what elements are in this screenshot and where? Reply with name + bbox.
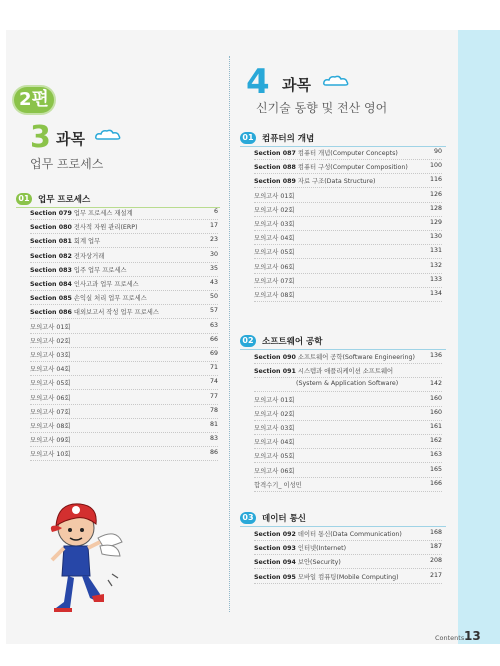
toc-entry-text	[254, 439, 294, 446]
section-code: Section 091	[254, 368, 296, 376]
page-number: 13	[464, 629, 481, 643]
toc-section-row	[30, 222, 218, 236]
entry-title: 인사고과 업무 프로세스	[73, 281, 139, 288]
dotted-leader	[254, 583, 442, 584]
dotted-leader	[30, 446, 218, 447]
toc-section-row	[30, 279, 218, 293]
side-strip	[458, 30, 500, 644]
entry-title: 모의고사 01회	[254, 396, 295, 404]
entry-title: 모의고사 08회	[30, 423, 71, 430]
section-rule	[240, 146, 446, 147]
toc-entry-text	[254, 178, 375, 185]
page-ref: 90	[433, 148, 442, 155]
page-ref: 136	[429, 352, 442, 359]
toc-entry-text	[30, 366, 70, 373]
page-ref: 163	[429, 451, 442, 459]
dotted-leader	[254, 173, 442, 174]
subject-number-3: 3	[30, 120, 51, 155]
page-ref: 129	[429, 219, 442, 226]
toc-section-row	[254, 162, 442, 176]
section-code: Section 095	[254, 573, 296, 581]
subject-title-right: 신기술 동향 및 전산 영어	[256, 101, 388, 115]
entry-title: 인터넷(Internet)	[297, 545, 347, 553]
dotted-leader	[254, 420, 442, 421]
entry-title: 모의고사 02회	[30, 337, 71, 345]
toc-entry-text	[254, 574, 399, 581]
section-code: Section 092	[254, 531, 296, 538]
entry-title: 모의고사 06회	[254, 467, 295, 475]
dotted-leader	[30, 262, 218, 263]
entry-title: 모의고사 01회	[30, 323, 71, 331]
page-ref: 131	[429, 247, 442, 255]
page-ref: 166	[429, 479, 442, 487]
entry-title: 모의고사 05회	[254, 453, 295, 461]
toc-row	[30, 407, 218, 421]
toc-right-03	[254, 529, 442, 593]
dotted-leader	[254, 434, 442, 435]
dotted-leader	[254, 363, 442, 364]
footer-label: Contents	[435, 634, 465, 642]
entry-title: 모의고사 03회	[254, 221, 295, 228]
part-badge: 2편	[14, 87, 54, 113]
toc-entry-text	[254, 482, 302, 489]
section-header-r03	[240, 512, 306, 524]
toc-row	[254, 262, 442, 276]
dotted-leader	[254, 202, 442, 203]
toc-entry-text	[254, 453, 294, 460]
toc-row	[254, 380, 442, 394]
toc-row	[254, 409, 442, 423]
entry-title: 모의고사 06회	[30, 394, 71, 402]
toc-entry-text	[254, 468, 294, 475]
entry-title: 컴퓨터 개념(Computer Concepts)	[297, 150, 398, 157]
dotted-leader	[30, 347, 218, 348]
entry-title: 모의고사 02회	[254, 410, 295, 418]
page-ref: 69	[209, 350, 218, 357]
dotted-leader	[30, 361, 218, 362]
dotted-leader	[30, 318, 218, 319]
toc-entry-text	[30, 451, 70, 458]
entry-title: 모의고사 10회	[30, 451, 71, 459]
section-title: 컴퓨터의 개념	[262, 134, 315, 144]
entry-title: 데이터 통신(Data Communication)	[297, 531, 402, 538]
toc-row	[254, 247, 442, 261]
dotted-leader	[254, 391, 442, 392]
toc-entry-text	[30, 380, 70, 387]
dotted-leader	[30, 460, 218, 461]
toc-row	[30, 449, 218, 463]
section-rule	[240, 349, 446, 350]
section-code: Section 084	[30, 281, 72, 288]
entry-title: 모바일 컴퓨팅(Mobile Computing)	[297, 573, 399, 581]
toc-entry-text	[30, 409, 70, 416]
toc-entry-text	[30, 224, 138, 231]
entry-title: 전사적 자원 관리(ERP)	[73, 224, 138, 232]
page-ref: 130	[429, 233, 442, 241]
page-ref: 57	[209, 307, 218, 315]
dotted-leader	[30, 333, 218, 334]
section-header-01	[16, 193, 90, 205]
dotted-leader	[254, 377, 442, 378]
dotted-leader	[254, 554, 442, 555]
section-code: Section 083	[30, 266, 72, 274]
section-code: Section 081	[30, 238, 72, 246]
section-title: 업무 프로세스	[38, 195, 91, 205]
column-divider	[229, 56, 230, 612]
page-ref: 116	[429, 176, 442, 184]
dotted-leader	[254, 187, 442, 188]
toc-section-row	[254, 176, 442, 190]
entry-title: 컴퓨터 구성(Computer Composition)	[297, 164, 408, 172]
toc-entry-text	[254, 380, 398, 387]
entry-title: 손익실 처리 업무 프로세스	[73, 295, 147, 303]
page-ref: 208	[429, 557, 442, 565]
page-ref: 77	[209, 392, 218, 400]
subject-label: 과목	[56, 130, 85, 148]
section-rule	[240, 526, 446, 527]
page-ref: 17	[209, 222, 218, 230]
toc-section-row	[30, 265, 218, 279]
toc-section-row	[30, 293, 218, 307]
mascot-illustration	[46, 498, 126, 618]
page-ref: 133	[429, 275, 442, 283]
dotted-leader	[254, 491, 442, 492]
entry-title: 입주 업무 프로세스	[73, 266, 127, 274]
entry-title: 소프트웨어 공학(Software Engineering)	[297, 354, 415, 361]
section-code: Section 093	[254, 545, 296, 553]
toc-row	[254, 191, 442, 205]
toc-row	[254, 451, 442, 465]
toc-entry-text	[30, 210, 133, 217]
toc-entry-text	[254, 368, 393, 375]
section-title: 데이터 통신	[262, 514, 307, 524]
entry-title: 모의고사 04회	[254, 439, 295, 447]
toc-entry-text	[254, 164, 408, 171]
toc-entry-text	[30, 324, 70, 331]
subject-title: 업무 프로세스	[30, 157, 104, 171]
toc-row	[254, 205, 442, 219]
toc-entry-text	[254, 397, 294, 404]
page-ref: 187	[429, 543, 442, 551]
section-code: Section 090	[254, 354, 296, 361]
entry-title: 모의고사 05회	[254, 249, 295, 257]
toc-entry-text	[254, 559, 341, 566]
toc-row	[254, 219, 442, 233]
dotted-leader	[254, 230, 442, 231]
page-ref: 165	[429, 465, 442, 473]
section-number: 03	[240, 512, 256, 524]
section-code: Section 087	[254, 150, 296, 157]
toc-row	[254, 437, 442, 451]
dotted-leader	[254, 287, 442, 288]
toc-entry-text	[254, 531, 402, 538]
dotted-leader	[30, 247, 218, 248]
page-ref: 35	[209, 264, 218, 272]
toc-section-row	[254, 557, 442, 571]
dotted-leader	[30, 276, 218, 277]
toc-entry-text	[254, 235, 294, 242]
toc-entry-text	[254, 354, 415, 361]
section-code: Section 086	[30, 309, 72, 317]
entry-title: 모의고사 06회	[254, 263, 295, 271]
entry-title: (System & Application Software)	[296, 380, 399, 388]
toc-section-row	[30, 208, 218, 222]
section-number: 01	[16, 193, 32, 205]
toc-section-row	[30, 251, 218, 265]
toc-entry-text	[30, 395, 70, 402]
subject-label-right: 과목	[282, 76, 311, 94]
dotted-leader	[30, 432, 218, 433]
section-code: Section 082	[30, 252, 72, 260]
section-code: Section 085	[30, 295, 72, 303]
toc-entry-text	[30, 295, 147, 302]
entry-title: 모의고사 03회	[30, 352, 71, 359]
page-ref: 6	[213, 208, 218, 215]
subject-number-4: 4	[246, 62, 270, 102]
toc-row	[30, 364, 218, 378]
toc-entry-text	[30, 281, 139, 288]
dotted-leader	[30, 404, 218, 405]
page-ref: 86	[209, 449, 218, 457]
toc-section-row	[254, 543, 442, 557]
page-ref: 217	[429, 571, 442, 579]
entry-title: 업무 프로세스 재설계	[73, 210, 133, 217]
page-ref: 71	[209, 364, 218, 372]
entry-title: 전자상거래	[73, 252, 105, 260]
toc-entry-text	[254, 545, 346, 552]
entry-title: 합격수기_ 이성민	[254, 481, 302, 489]
page-ref: 134	[429, 290, 442, 297]
page-ref: 43	[209, 279, 218, 286]
entry-title: 모의고사 09회	[30, 437, 71, 445]
toc-section-row	[30, 307, 218, 321]
toc-entry-text	[254, 425, 294, 432]
page-ref: 161	[429, 423, 442, 430]
section-number: 02	[240, 335, 256, 347]
dotted-leader	[254, 301, 442, 302]
toc-entry-text	[30, 437, 70, 444]
entry-title: 회계 업무	[73, 238, 101, 246]
page-ref: 66	[209, 335, 218, 343]
toc-entry-text	[30, 267, 127, 274]
section-code: Section 089	[254, 178, 296, 186]
entry-title: 대외보고서 작성 업무 프로세스	[73, 309, 159, 317]
section-code: Section 088	[254, 164, 296, 172]
dotted-leader	[30, 375, 218, 376]
entry-title: 모의고사 02회	[254, 206, 295, 214]
toc-section-row	[254, 529, 442, 543]
dotted-leader	[254, 159, 442, 160]
dotted-leader	[254, 462, 442, 463]
dotted-leader	[254, 406, 442, 407]
toc-entry-text	[254, 411, 294, 418]
page-ref: 78	[209, 406, 218, 414]
toc-row	[30, 378, 218, 392]
toc-row	[30, 421, 218, 435]
dotted-leader	[30, 389, 218, 390]
page-ref: 142	[429, 380, 442, 388]
toc-entry-text	[30, 352, 70, 359]
dotted-leader	[30, 304, 218, 305]
toc-entry-text	[254, 193, 294, 200]
toc-row	[254, 466, 442, 480]
toc-right-01	[254, 148, 442, 308]
page-ref: 50	[209, 293, 218, 301]
entry-title: 모의고사 05회	[30, 380, 71, 388]
section-code: Section 079	[30, 210, 72, 217]
toc-row	[254, 290, 442, 304]
dotted-leader	[254, 540, 442, 541]
entry-title: 모의고사 01회	[254, 192, 295, 200]
toc-row	[30, 435, 218, 449]
section-code: Section 094	[254, 559, 296, 567]
toc-row	[30, 350, 218, 364]
page-ref: 100	[429, 162, 442, 170]
toc-row	[30, 336, 218, 350]
toc-section-row	[30, 236, 218, 250]
toc-row	[254, 233, 442, 247]
entry-title: 자료 구조(Data Structure)	[297, 178, 376, 186]
toc-row	[254, 395, 442, 409]
toc-left	[30, 208, 218, 468]
toc-entry-text	[30, 338, 70, 345]
page-ref: 162	[429, 437, 442, 445]
page-ref: 160	[429, 394, 442, 402]
toc-section-row	[254, 148, 442, 162]
toc-row	[254, 276, 442, 290]
dotted-leader	[254, 244, 442, 245]
page-ref: 63	[209, 321, 218, 329]
entry-title: 시스템과 애플리케이션 소프트웨어	[297, 368, 394, 376]
cloud-icon	[322, 74, 350, 88]
page-ref: 81	[209, 421, 218, 428]
toc-entry-text	[30, 238, 100, 245]
section-code: Section 080	[30, 224, 72, 232]
dotted-leader	[30, 418, 218, 419]
toc-entry-text	[254, 264, 294, 271]
entry-title: 모의고사 04회	[30, 366, 71, 374]
dotted-leader	[30, 219, 218, 220]
page-ref: 74	[209, 378, 218, 386]
entry-title: 모의고사 07회	[254, 277, 295, 285]
dotted-leader	[254, 216, 442, 217]
toc-entry-text	[254, 278, 294, 285]
section-header-r01	[240, 132, 314, 144]
section-title: 소프트웨어 공학	[262, 337, 323, 347]
toc-row	[30, 322, 218, 336]
entry-title: 모의고사 08회	[254, 292, 295, 299]
page-ref: 23	[209, 236, 218, 244]
dotted-leader	[254, 448, 442, 449]
toc-section-row	[254, 572, 442, 586]
entry-title: 모의고사 03회	[254, 425, 295, 432]
toc-row	[254, 423, 442, 437]
toc-row	[254, 480, 442, 494]
cloud-icon	[94, 128, 122, 142]
dotted-leader	[254, 477, 442, 478]
dotted-leader	[254, 273, 442, 274]
section-header-r02	[240, 335, 322, 347]
page-ref: 168	[429, 529, 442, 536]
toc-section-row	[254, 366, 442, 380]
entry-title: 보안(Security)	[297, 559, 341, 567]
toc-entry-text	[30, 253, 104, 260]
page-ref: 30	[209, 250, 218, 258]
page-ref: 128	[429, 204, 442, 212]
toc-entry-text	[254, 249, 294, 256]
toc-section-row	[254, 352, 442, 366]
section-number: 01	[240, 132, 256, 144]
toc-row	[30, 393, 218, 407]
toc-entry-text	[254, 207, 294, 214]
page-ref: 126	[429, 190, 442, 198]
page-ref: 160	[429, 408, 442, 416]
toc-entry-text	[30, 423, 70, 430]
page-ref: 132	[429, 261, 442, 269]
dotted-leader	[30, 290, 218, 291]
page-ref: 83	[209, 435, 218, 443]
toc-entry-text	[254, 150, 398, 157]
dotted-leader	[254, 258, 442, 259]
toc-right-02	[254, 352, 442, 502]
dotted-leader	[30, 233, 218, 234]
entry-title: 모의고사 04회	[254, 235, 295, 243]
entry-title: 모의고사 07회	[30, 408, 71, 416]
toc-entry-text	[254, 221, 294, 228]
toc-entry-text	[30, 309, 159, 316]
dotted-leader	[254, 568, 442, 569]
toc-entry-text	[254, 292, 294, 299]
